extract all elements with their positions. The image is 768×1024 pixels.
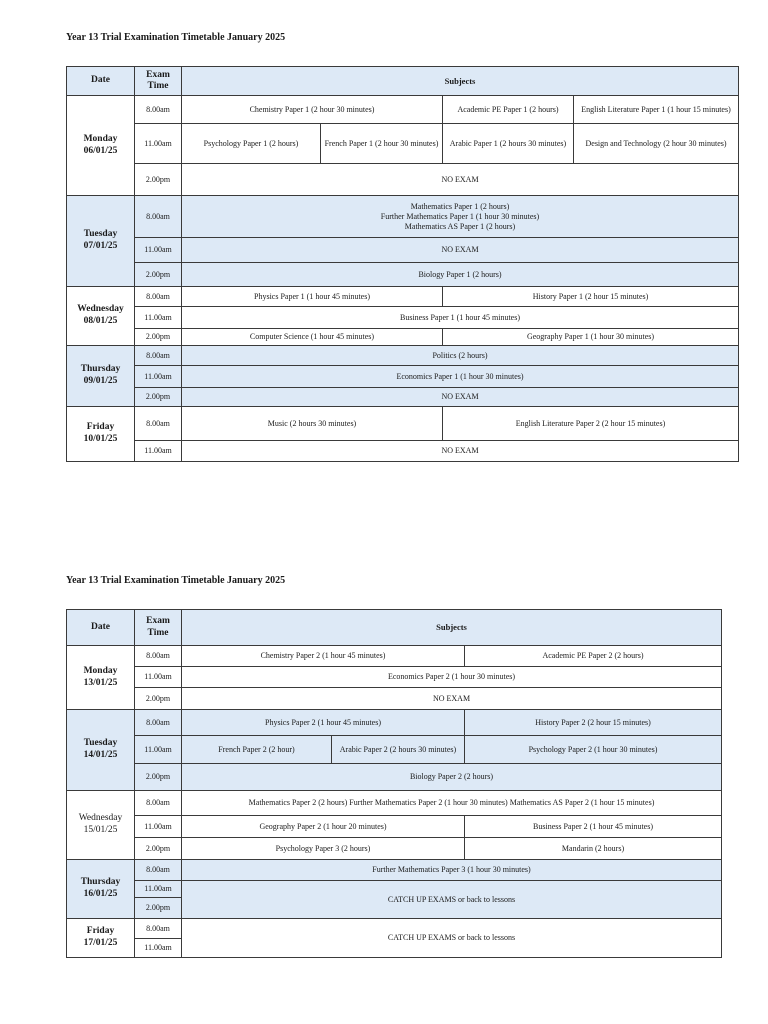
day-cell [67,791,135,860]
exam-time: 8.00am [135,96,182,124]
exam-entry: Further Mathematics Paper 1 (1 hour 30 minutes) [380,211,540,221]
exam-entry: English Literature Paper 1 (1 hour 15 minutes) [574,96,739,124]
day-cell [67,860,135,919]
day-name: Thursday [80,364,121,375]
exam-entry: Mathematics Paper 2 (2 hours) Further Mathematics Paper 2 (1 hour 30 minutes) Mathematics AS Paper 2 (1 hour 15 minutes) [182,791,722,816]
exam-entry: Further Mathematics Paper 3 (1 hour 30 minutes) [182,860,722,881]
exam-time: 2.00pm [135,329,182,346]
exam-entry: Psychology Paper 1 (2 hours) [182,124,321,164]
exam-entry: Economics Paper 1 (1 hour 30 minutes) [182,366,739,388]
no-exam-entry: NO EXAM [182,164,739,196]
day-date: 14/01/25 [83,750,118,760]
day-date: 17/01/25 [83,938,118,948]
exam-entry: Chemistry Paper 2 (1 hour 45 minutes) [182,646,465,667]
day-date: 13/01/25 [83,677,118,688]
exam-entry: CATCH UP EXAMS or back to lessons [182,881,722,919]
exam-entry: Academic PE Paper 1 (2 hours) [443,96,574,124]
exam-entry: History Paper 1 (2 hour 15 minutes) [443,287,739,307]
exam-time: 11.00am [135,667,182,688]
exam-time: 8.00am [135,407,182,441]
exam-time: 11.00am [135,124,182,164]
exam-time: 2.00pm [135,263,182,287]
exam-time: 2.00pm [135,838,182,860]
exam-time: 11.00am [135,736,182,764]
exam-entry: Geography Paper 2 (1 hour 20 minutes) [182,816,465,838]
exam-entry: History Paper 2 (2 hour 15 minutes) [465,710,722,736]
day-cell [67,646,135,710]
exam-entry: CATCH UP EXAMS or back to lessons [182,919,722,958]
day-date: 06/01/25 [83,145,118,156]
exam-time: 11.00am [135,441,182,462]
day-name: Wednesday [78,813,123,824]
exam-time: 2.00pm [135,898,182,919]
day-date: 15/01/25 [83,825,118,835]
exam-entry: Mathematics Paper 1 (2 hours) [410,201,510,211]
exam-entry: Arabic Paper 1 (2 hours 30 minutes) [443,124,574,164]
exam-entry: Computer Science (1 hour 45 minutes) [182,329,443,346]
day-cell [67,196,135,287]
exam-time: 2.00pm [135,764,182,791]
header-date: Date [67,67,135,96]
exam-entry: Business Paper 1 (1 hour 45 minutes) [182,307,739,329]
header-subjects: Subjects [182,610,722,646]
exam-timetable-week-2 [66,609,722,958]
exam-time: 2.00pm [135,688,182,710]
exam-entry: Music (2 hours 30 minutes) [182,407,443,441]
exam-time: 11.00am [135,238,182,263]
header-date: Date [67,610,135,646]
exam-entry: Psychology Paper 3 (2 hours) [182,838,465,860]
day-cell [67,96,135,196]
exam-entry: Mandarin (2 hours) [465,838,722,860]
day-date: 10/01/25 [83,434,118,444]
header-subjects: Subjects [182,67,739,96]
exam-time: 11.00am [135,939,182,958]
exam-time: 8.00am [135,860,182,881]
exam-entry: Politics (2 hours) [182,346,739,366]
timetable-title: Year 13 Trial Examination Timetable January 2025 [66,575,286,586]
no-exam-entry: NO EXAM [182,688,722,710]
header-exam-time: Exam Time [135,67,182,96]
exam-entry: French Paper 2 (2 hour) [182,736,332,764]
exam-time: 11.00am [135,366,182,388]
exam-entry: Business Paper 2 (1 hour 45 minutes) [465,816,722,838]
timetable-title: Year 13 Trial Examination Timetable January 2025 [66,32,286,43]
exam-entry: French Paper 1 (2 hour 30 minutes) [321,124,443,164]
day-cell [67,710,135,791]
exam-time: 8.00am [135,919,182,939]
exam-entry: Biology Paper 1 (2 hours) [182,263,739,287]
day-name: Tuesday [83,738,118,749]
exam-entry: Physics Paper 2 (1 hour 45 minutes) [182,710,465,736]
exam-entry: Academic PE Paper 2 (2 hours) [465,646,722,667]
day-cell [67,287,135,346]
exam-entry: Geography Paper 1 (1 hour 30 minutes) [443,329,739,346]
no-exam-entry: NO EXAM [182,441,739,462]
exam-time: 11.00am [135,307,182,329]
day-name: Friday [86,926,115,937]
exam-timetable-week-1 [66,66,739,462]
exam-entry-group [182,196,739,238]
exam-entry: Mathematics AS Paper 1 (2 hours) [404,221,516,231]
day-cell [67,407,135,462]
day-cell [67,919,135,958]
day-date: 09/01/25 [83,376,118,386]
exam-time: 11.00am [135,881,182,898]
exam-time: 8.00am [135,287,182,307]
exam-entry: English Literature Paper 2 (2 hour 15 minutes) [443,407,739,441]
exam-time: 8.00am [135,646,182,667]
day-name: Monday [83,133,118,144]
day-cell [67,346,135,407]
exam-time: 8.00am [135,791,182,816]
day-name: Thursday [80,877,121,888]
exam-entry: Chemistry Paper 1 (2 hour 30 minutes) [182,96,443,124]
exam-entry: Biology Paper 2 (2 hours) [182,764,722,791]
exam-time: 2.00pm [135,164,182,196]
day-date: 16/01/25 [83,889,118,899]
day-name: Tuesday [83,229,118,240]
exam-time: 8.00am [135,346,182,366]
exam-entry: Physics Paper 1 (1 hour 45 minutes) [182,287,443,307]
exam-entry: Economics Paper 2 (1 hour 30 minutes) [182,667,722,688]
no-exam-entry: NO EXAM [182,388,739,407]
exam-time: 8.00am [135,710,182,736]
day-date: 07/01/25 [83,241,118,251]
day-name: Friday [86,422,115,433]
day-name: Monday [83,665,118,676]
day-name: Wednesday [77,304,124,315]
header-exam-time: Exam Time [135,610,182,646]
no-exam-entry: NO EXAM [182,238,739,263]
day-date: 08/01/25 [83,316,118,326]
exam-entry: Psychology Paper 2 (1 hour 30 minutes) [465,736,722,764]
exam-time: 8.00am [135,196,182,238]
exam-time: 2.00pm [135,388,182,407]
exam-entry: Design and Technology (2 hour 30 minutes) [574,124,739,164]
exam-time: 11.00am [135,816,182,838]
exam-entry: Arabic Paper 2 (2 hours 30 minutes) [332,736,465,764]
